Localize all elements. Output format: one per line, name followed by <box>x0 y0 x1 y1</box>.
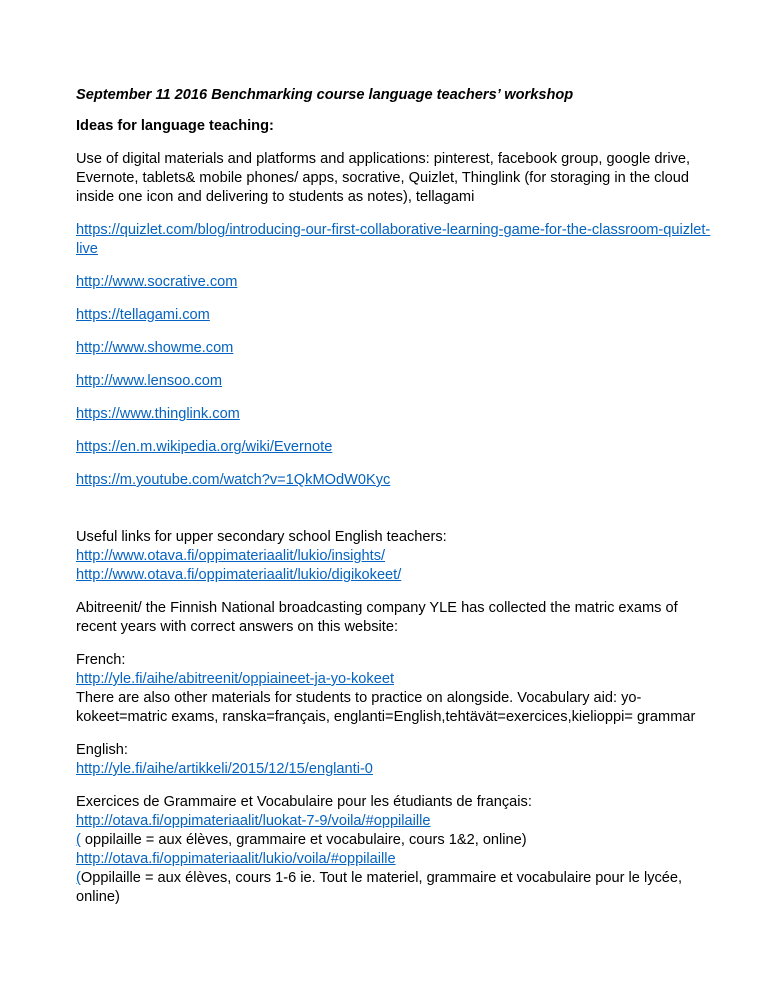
voila-7-9-note-text: oppilaille = aux élèves, grammaire et vocabulaire, cours 1&2, online) <box>80 832 527 848</box>
voila-lukio-paren-link[interactable]: ( <box>76 870 81 886</box>
english-teachers-label: Useful links for upper secondary school English teachers: <box>76 529 447 545</box>
otava-insights-link[interactable]: http://www.otava.fi/oppimateriaalit/lukio/insights/ <box>76 548 386 564</box>
youtube-link[interactable]: https://m.youtube.com/watch?v=1QkMOdW0Kyc <box>76 472 391 488</box>
section-heading: Ideas for language teaching: <box>76 118 274 134</box>
showme-link[interactable]: http://www.showme.com <box>76 340 234 356</box>
exercices-block <box>76 793 716 907</box>
voila-7-9-link[interactable]: http://otava.fi/oppimateriaalit/luokat-7-9/voila/#oppilaille <box>76 813 431 829</box>
voila-lukio-note <box>76 869 716 907</box>
voila-7-9-paren-link[interactable]: ( <box>76 832 81 848</box>
english-label: English: <box>76 742 128 758</box>
lensoo-link[interactable]: http://www.lensoo.com <box>76 373 223 389</box>
thinglink-link[interactable]: https://www.thinglink.com <box>76 406 240 422</box>
document-title: September 11 2016 Benchmarking course language teachers’ workshop <box>76 87 574 103</box>
french-block <box>76 651 716 727</box>
voila-7-9-note <box>76 831 716 850</box>
french-note: There are also other materials for students to practice on alongside. Vocabulary aid: yo-kokeet=matric exams, ranska=français, englanti=English,tehtävät=exercices,kielioppi= grammar <box>76 690 696 725</box>
english-block <box>76 741 716 779</box>
abitreenit-paragraph: Abitreenit/ the Finnish National broadcasting company YLE has collected the matric exams of recent years with correct answers on this website: <box>76 600 678 635</box>
otava-digikokeet-link[interactable]: http://www.otava.fi/oppimateriaalit/lukio/digikokeet/ <box>76 567 402 583</box>
exercices-label: Exercices de Grammaire et Vocabulaire pour les étudiants de français: <box>76 794 532 810</box>
socrative-link[interactable]: http://www.socrative.com <box>76 274 238 290</box>
quizlet-link[interactable]: https://quizlet.com/blog/introducing-our-first-collaborative-learning-game-for-the-classroom-quizlet-live <box>76 222 711 257</box>
yle-abitreenit-link[interactable]: http://yle.fi/aihe/abitreenit/oppiaineet-ja-yo-kokeet <box>76 671 395 687</box>
yle-englanti-link[interactable]: http://yle.fi/aihe/artikkeli/2015/12/15/englanti-0 <box>76 761 373 777</box>
voila-lukio-link[interactable]: http://otava.fi/oppimateriaalit/lukio/voila/#oppilaille <box>76 851 396 867</box>
document-body <box>76 86 716 921</box>
tellagami-link[interactable]: https://tellagami.com <box>76 307 210 323</box>
evernote-wiki-link[interactable]: https://en.m.wikipedia.org/wiki/Evernote <box>76 439 333 455</box>
english-teachers-block <box>76 528 716 585</box>
french-label: French: <box>76 652 126 668</box>
intro-paragraph: Use of digital materials and platforms and applications: pinterest, facebook group, google drive, Evernote, tablets& mobile phones/ apps, socrative, Quizlet, Thinglink (for storaging in the cloud inside one icon and delivering to students as notes), tellagami <box>76 151 691 205</box>
voila-lukio-note-text: Oppilaille = aux élèves, cours 1-6 ie. Tout le materiel, grammaire et vocabulaire pour le lycée, online) <box>76 870 683 905</box>
